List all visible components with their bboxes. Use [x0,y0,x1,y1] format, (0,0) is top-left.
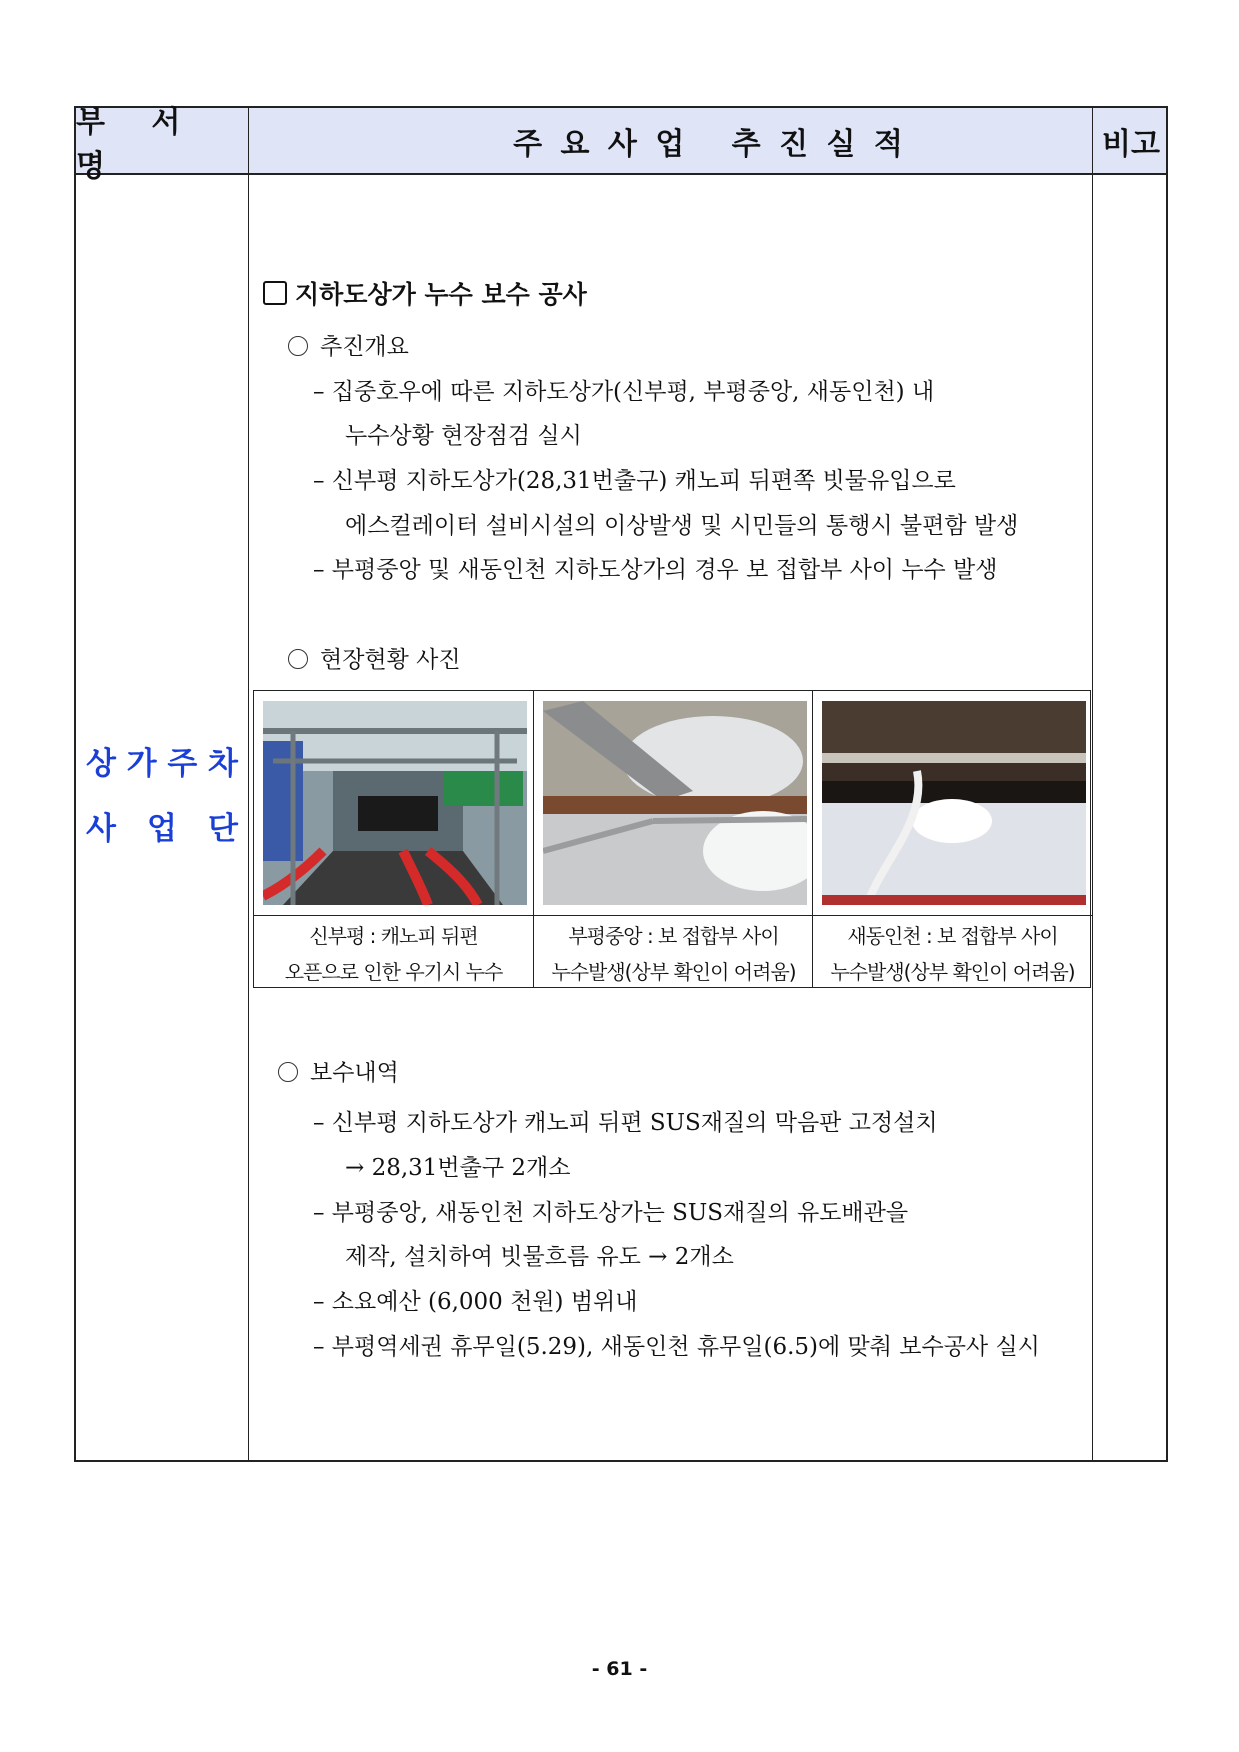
repair-heading-text: 보수내역 [310,1060,399,1086]
photo-ceiling-pipe [822,701,1086,905]
repair-line: – 신부평 지하도상가 캐노피 뒤편 SUS재질의 막음판 고정설치 [313,1110,938,1136]
circle-bullet-icon [288,336,308,356]
overview-heading [288,328,409,361]
caption-line: 누수발생(상부 확인이 어려움) [551,960,796,984]
caption-line: 누수발생(상부 확인이 어려움) [830,960,1075,984]
dept-char: 상 [86,746,116,782]
photos-heading-text: 현장현황 사진 [320,647,461,673]
dept-char: 단 [208,811,238,847]
caption-line: 오픈으로 인한 우기시 누수 [284,960,503,984]
repair-line: – 소요예산 (6,000 천원) 범위내 [313,1289,638,1315]
header-note: 비고 [1102,126,1160,162]
dept-char: 가 [126,746,157,782]
header-dept: 부 서 명 [76,104,199,184]
caption-line: 부평중앙 : 보 접합부 사이 [568,924,779,948]
photo-caption [534,915,813,987]
dept-char: 업 [147,811,177,847]
section-title [263,275,587,311]
photo-ceiling-joint [543,701,807,905]
repair-heading [278,1054,399,1087]
department-name [76,738,248,848]
overview-heading-text: 추진개요 [320,334,409,360]
photo-cell [254,691,533,987]
overview-line: 누수상황 현장점검 실시 [345,423,582,449]
dept-char: 주 [167,746,198,782]
circle-bullet-icon [288,649,308,669]
table-header [76,104,1166,184]
caption-line: 신부평 : 캐노피 뒤편 [309,924,478,948]
photo-cell [812,691,1092,987]
overview-line: – 집중호우에 따른 지하도상가(신부평, 부평중앙, 새동인천) 내 [313,379,935,405]
dept-char: 사 [86,811,116,847]
overview-line: – 신부평 지하도상가(28,31번출구) 캐노피 뒤편쪽 빗물유입으로 [313,468,956,494]
square-bullet-icon [263,281,287,305]
photo-caption [813,915,1092,987]
column-divider [248,108,249,1460]
repair-line: – 부평역세권 휴무일(5.29), 새동인천 휴무일(6.5)에 맞춰 보수공사 실시 [313,1334,1040,1360]
photo-table [253,690,1091,988]
caption-line: 새동인천 : 보 접합부 사이 [847,924,1058,948]
column-divider [1092,108,1093,1460]
overview-line: – 부평중앙 및 새동인천 지하도상가의 경우 보 접합부 사이 누수 발생 [313,557,998,583]
page-number: - 61 - [591,1658,648,1680]
header-main: 주 요 사 업 추 진 실 적 [513,126,907,162]
photo-escalator [263,701,527,905]
repair-line: – 부평중앙, 새동인천 지하도상가는 SUS재질의 유도배관을 [313,1200,909,1226]
photos-heading [288,641,461,674]
photo-caption [254,915,533,987]
photo-cell [533,691,813,987]
dept-char: 차 [208,746,238,782]
repair-line: → 28,31번출구 2개소 [345,1155,571,1181]
repair-line: 제작, 설치하여 빗물흐름 유도 → 2개소 [345,1244,734,1270]
section-title-text: 지하도상가 누수 보수 공사 [295,280,587,309]
circle-bullet-icon [278,1062,298,1082]
overview-line: 에스컬레이터 설비시설의 이상발생 및 시민들의 통행시 불편함 발생 [345,513,1019,539]
